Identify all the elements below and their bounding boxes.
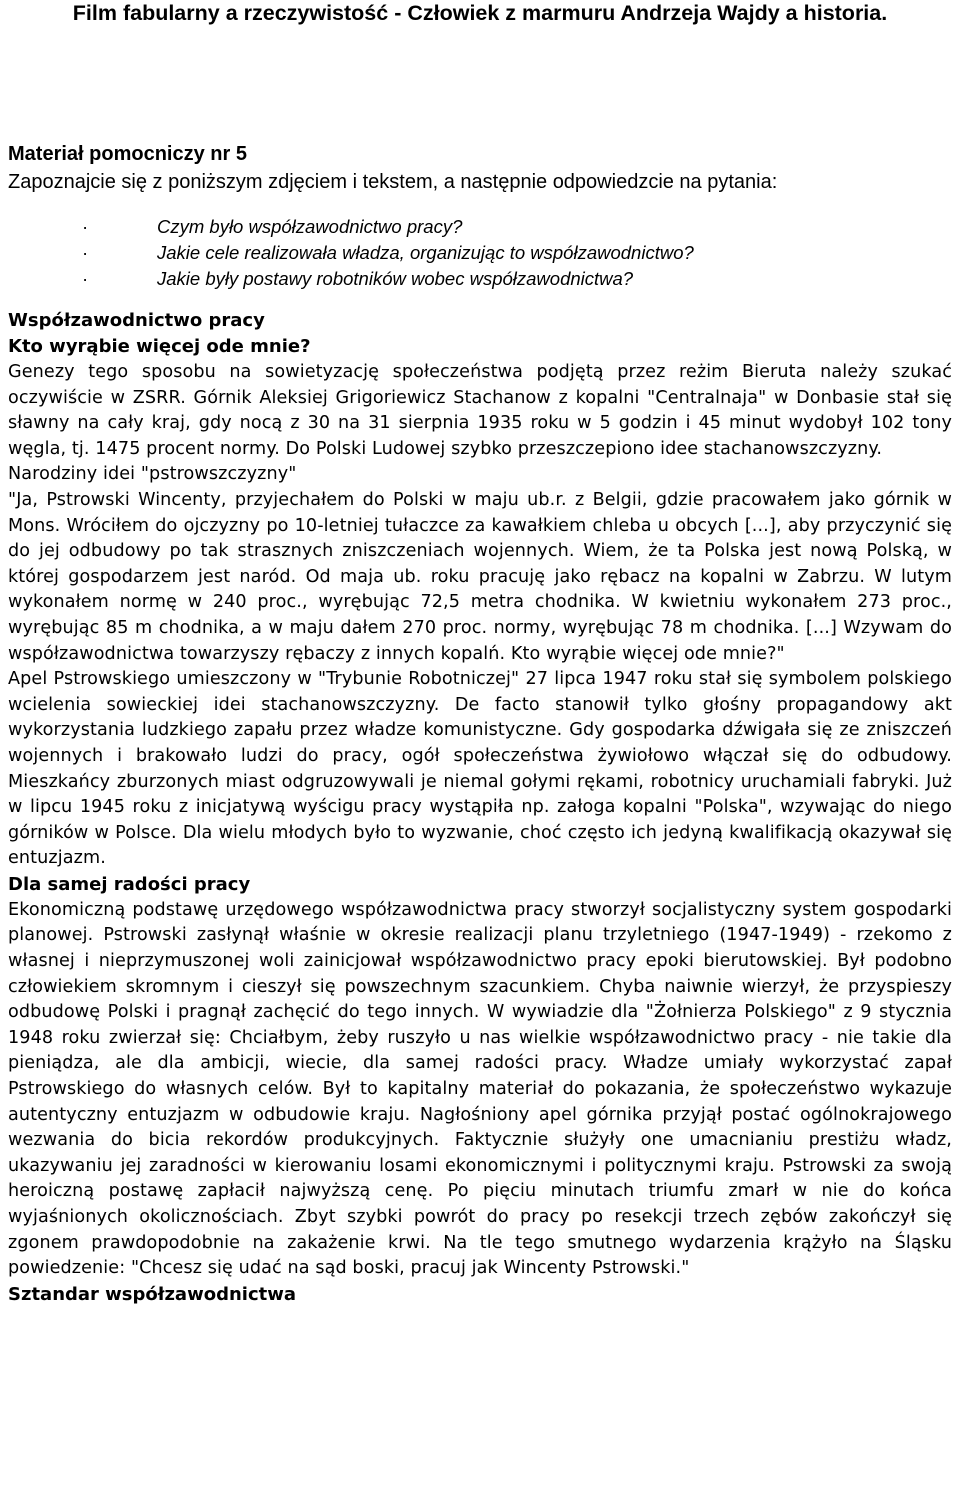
material-heading: Materiał pomocniczy nr 5 [8, 143, 247, 165]
article-paragraph: Narodziny idei "pstrowszczyzny" [8, 464, 297, 485]
section-heading-sub: Kto wyrąbie więcej ode mnie? [8, 336, 311, 357]
document-body [8, 140, 952, 1308]
question-text: Czym było współzawodnictwo pracy? [157, 216, 463, 237]
question-text: Jakie były postawy robotników wobec współzawodnictwa? [157, 268, 634, 289]
page-title: Film fabularny a rzeczywistość - Człowiek z marmuru Andrzeja Wajdy a historia. [72, 1, 888, 25]
question-list [8, 214, 952, 292]
material-intro: Zapoznajcie się z poniższym zdjęciem i tekstem, a następnie odpowiedzcie na pytania: [8, 171, 778, 193]
article-paragraph: Apel Pstrowskiego umieszczony w "Trybunie Robotniczej" 27 lipca 1947 roku stał się symbolem polskiego wcielenia sowieckiej idei stachanowszczyzny. De facto stanowił tylko głośny propagandowy akt wykorzystania ludzkiego zapału przez władze komunistyczne. Gdy gospodarka dźwigała się ze zniszczeń wojennych i brakowało ludzi do pracy, ogół społeczeństwa żywiołowo włączał się do odbudowy. Mieszkańcy zburzonych miast odgruzowywali je niemal gołymi rękami, robotnicy uruchamiali fabryki. Już w lipcu 1945 roku z inicjatywą wyścigu pracy wystąpiła np. załoga kopalni "Polska", wzywając do niego górników w Polsce. Dla wielu młodych było to wyzwanie, choć często ich jedyną kwalifikacją okazywał się entuzjazm. [8, 669, 952, 869]
quote-paragraph: "Ja, Pstrowski Wincenty, przyjechałem do Polski w maju ub.r. z Belgii, gdzie pracowałem jako górnik w Mons. Wróciłem do ojczyzny po 10-letniej tułaczce za kawałkiem chleba u obcych [...], aby przyczynić się do jej odbudowy po tak strasznych zniszczeniach wojennych. Wiem, że ta Polska jest nową Polską, w której gospodarzem jest naród. Od maja ub. roku pracuję jako rębacz na kopalni w Zabrzu. W lutym wykonałem normę w 240 proc., wyrębując 72,5 metra chodnika. W kwietniu wykonałem 273 proc., wyrębując 85 m chodnika, a w maju dałem 270 proc. normy, wyrębując 78 m chodnika. [...] Wzywam do współzawodnictwa towarzyszy rębaczy z innych kopalń. Kto wyrąbie więcej ode mnie?" [8, 489, 952, 664]
bullet-icon: · [82, 268, 89, 289]
question-item [8, 214, 952, 240]
bullet-icon: · [82, 216, 89, 237]
bullet-icon: · [82, 242, 89, 263]
question-item [8, 240, 952, 266]
article-paragraph: Genezy tego sposobu na sowietyzację społeczeństwa podjętą przez reżim Bieruta należy szukać oczywiście w ZSRR. Górnik Aleksiej Grigoriewicz Stachanow z kopalni "Centralnaja" w Donbasie stał się sławny na cały kraj, gdy nocą z 30 na 31 sierpnia 1935 roku w 5 godzin i 45 minut wydobył 102 tony węgla, tj. 1475 procent normy. Do Polski Ludowej szybko przeszczepiono idee stachanowszczyzny. [8, 362, 952, 459]
question-text: Jakie cele realizowała władza, organizując to współzawodnictwo? [157, 242, 694, 263]
section-heading-sztandar: Sztandar współzawodnictwa [8, 1283, 296, 1305]
question-item [8, 266, 952, 292]
section-heading-main: Współzawodnictwo pracy [8, 310, 265, 331]
article-paragraph: Ekonomiczną podstawę urzędowego współzawodnictwa pracy stworzył socjalistyczny system gospodarki planowej. Pstrowski zasłynął właśnie w okresie realizacji planu trzyletniego (1947-1949) - rzekomo z własnej i nieprzymuszonej woli zainicjował współzawodnictwo pracy epoki bierutowskiej. Był podobno człowiekiem skromnym i cieszył się powszechnym szacunkiem. Chyba naiwnie wierzył, że przyspieszy odbudowę Polski i pragnął zachęcić do tego innych. W wywiadzie dla "Żołnierza Polskiego" z 9 stycznia 1948 roku zwierzał się: Chciałbym, żeby ruszyło u nas wielkie współzawodnictwo pracy - nie takie dla pieniądza, ale dla ambicji, wiecie, dla samej radości pracy. Władze umiały wykorzystać zapał Pstrowskiego do własnych celów. Był to kapitalny materiał do pokazania, że społeczeństwo wykazuje autentyczny entuzjazm w odbudowie kraju. Nagłośniony apel górnika przyjął postać ogólnokrajowego wezwania do bicia rekordów produkcyjnych. Faktycznie służyły one umacnianiu prestiżu władz, ukazywaniu jej zaradności w kierowaniu losami ekonomicznymi i politycznymi kraju. Pstrowski za swoją heroiczną postawę zapłacił najwyższą cenę. Po pięciu minutach triumfu zmarł w nie do końca wyjaśnionych okolicznościach. Zbyt szybki powrót do pracy po resekcji trzech zębów zakończył się zgonem prawdopodobnie na zakażenie krwi. Na tle tego smutnego wydarzenia krążyło na Śląsku powiedzenie: "Chcesz się udać na sąd boski, pracuj jak Wincenty Pstrowski." [8, 899, 952, 1279]
section-heading-radosc: Dla samej radości pracy [8, 873, 251, 895]
